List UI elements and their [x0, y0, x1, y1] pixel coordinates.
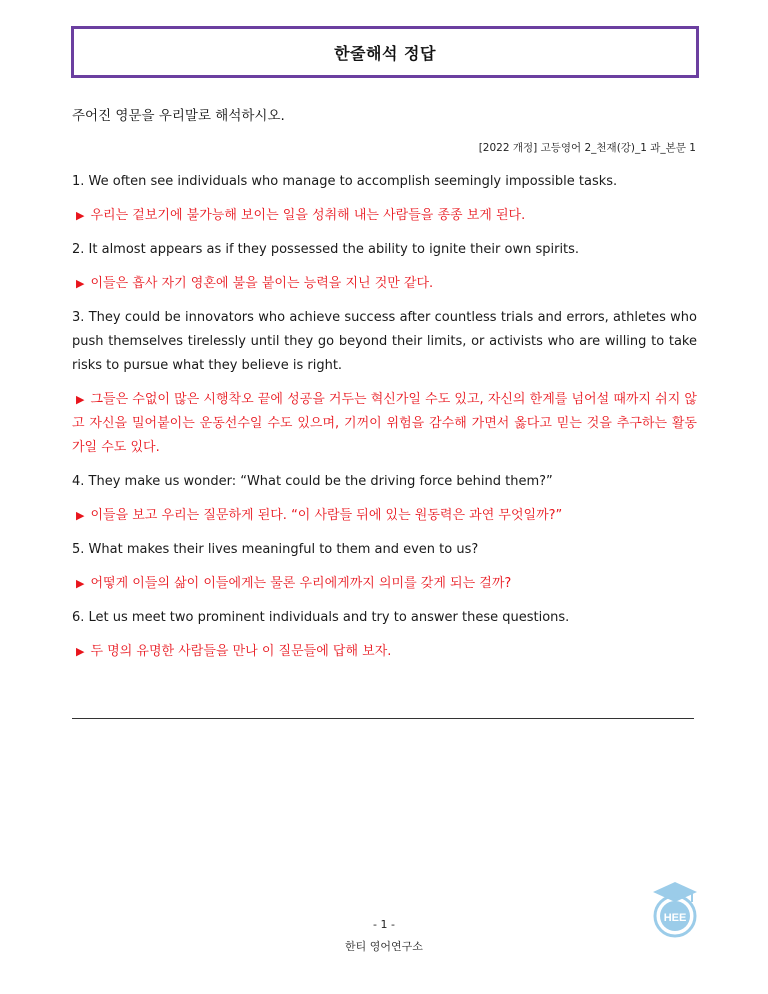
source-label: [2022 개정] 고등영어 2_천재(강)_1 과_본문 1 [478, 142, 696, 154]
question-3: 3. They could be innovators who achieve success after countless trials and errors, athletes who push themselves tirelessly until they go beyond their limits, or activists who are willing to take risks to pursue what they believe is right. [72, 310, 697, 373]
divider-line [72, 718, 694, 719]
page-title: 한줄해석 정답 [334, 43, 436, 63]
answer-6 [72, 640, 697, 664]
answer-4-text: 이들을 보고 우리는 질문하게 된다. “이 사람들 뒤에 있는 원동력은 과연 무엇일까?” [90, 508, 563, 523]
triangle-right-icon: ▶ [76, 645, 85, 658]
answer-3 [72, 388, 697, 460]
logo-text: HEE [663, 912, 687, 924]
answer-1-text: 우리는 겉보기에 불가능해 보이는 일을 성취해 내는 사람들을 종종 보게 된다. [90, 208, 526, 223]
answer-6-text: 두 명의 유명한 사람들을 만나 이 질문들에 답해 보자. [90, 644, 392, 659]
answer-2 [72, 272, 697, 296]
title-box [71, 26, 699, 78]
qa-list [72, 170, 697, 674]
question-2: 2. It almost appears as if they possessed the ability to ignite their own spirits. [72, 242, 580, 257]
triangle-right-icon: ▶ [76, 393, 85, 406]
question-4: 4. They make us wonder: “What could be the driving force behind them?” [72, 474, 553, 489]
triangle-right-icon: ▶ [76, 577, 85, 590]
triangle-right-icon: ▶ [76, 209, 85, 222]
question-6: 6. Let us meet two prominent individuals and try to answer these questions. [72, 610, 570, 625]
footer-organization: 한티 영어연구소 [345, 940, 423, 953]
graduation-cap-logo-icon [651, 880, 699, 938]
answer-5 [72, 572, 697, 596]
answer-5-text: 어떻게 이들의 삶이 이들에게는 물론 우리에게까지 의미를 갖게 되는 걸까? [90, 576, 512, 591]
page-number: - 1 - [373, 918, 395, 931]
question-1: 1. We often see individuals who manage to accomplish seemingly impossible tasks. [72, 174, 618, 189]
answer-4 [72, 504, 697, 528]
question-5: 5. What makes their lives meaningful to them and even to us? [72, 542, 479, 557]
answer-3-text: 그들은 수없이 많은 시행착오 끝에 성공을 거두는 혁신가일 수도 있고, 자신의 한계를 넘어설 때까지 쉬지 않고 자신을 밀어붙이는 운동선수일 수도 있으며, 기꺼이 위험을 감수해 가면서 옳다고 믿는 것을 추구하는 활동가일 수도 있다. [72, 392, 697, 455]
triangle-right-icon: ▶ [76, 509, 85, 522]
answer-1 [72, 204, 697, 228]
triangle-right-icon: ▶ [76, 277, 85, 290]
instruction-text: 주어진 영문을 우리말로 해석하시오. [72, 108, 285, 124]
answer-2-text: 이들은 흡사 자기 영혼에 불을 붙이는 능력을 지닌 것만 같다. [90, 276, 434, 291]
